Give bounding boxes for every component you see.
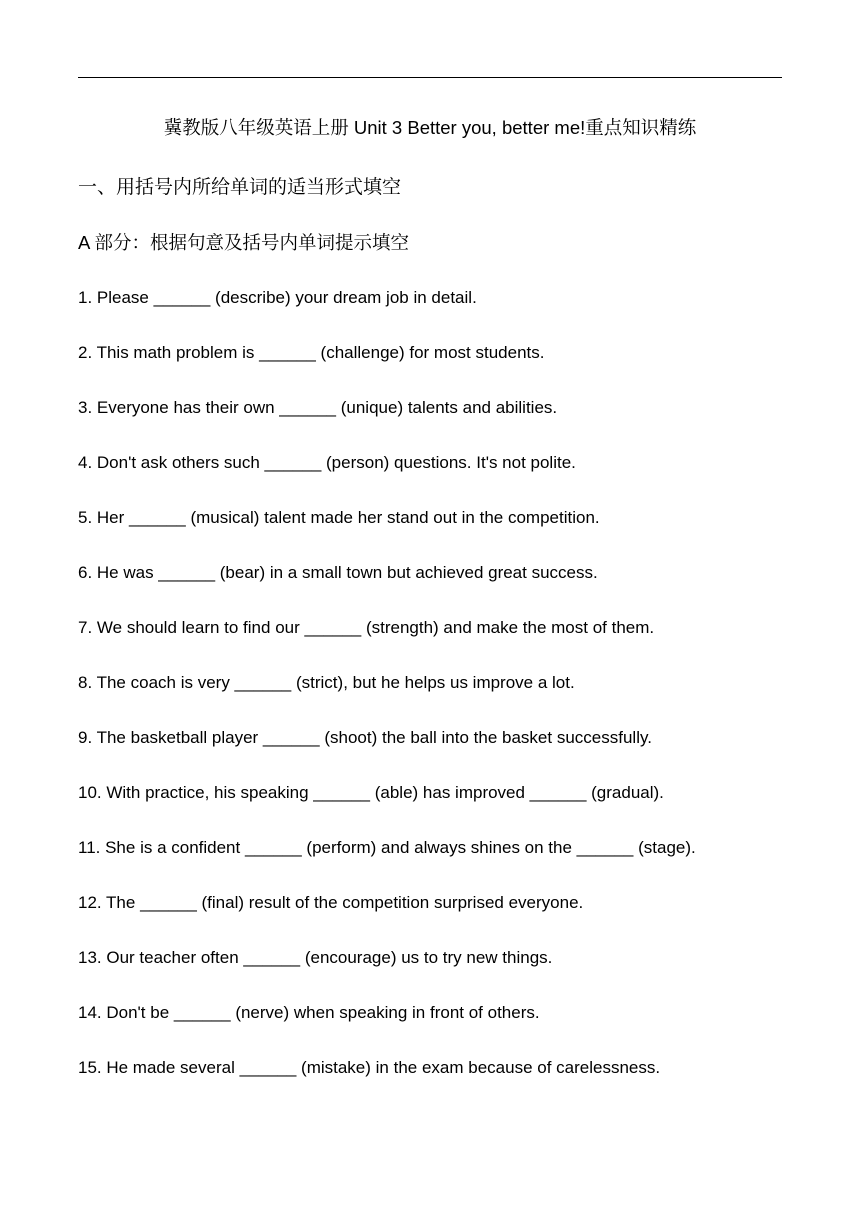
question-5: 5. Her ______ (musical) talent made her stand out in the competition. <box>78 508 600 527</box>
question-7: 7. We should learn to find our ______ (strength) and make the most of them. <box>78 618 655 637</box>
sub-heading: A 部分：根据句意及括号内单词提示填空 <box>78 232 409 253</box>
question-11: 11. She is a confident ______ (perform) and always shines on the ______ (stage). <box>78 838 696 857</box>
question-10: 10. With practice, his speaking ______ (able) has improved ______ (gradual). <box>78 783 664 802</box>
question-1: 1. Please ______ (describe) your dream job in detail. <box>78 288 477 307</box>
question-2: 2. This math problem is ______ (challenge) for most students. <box>78 343 545 362</box>
header-rule <box>78 77 782 78</box>
question-15: 15. He made several ______ (mistake) in the exam because of carelessness. <box>78 1058 661 1077</box>
question-4: 4. Don't ask others such ______ (person) questions. It's not polite. <box>78 453 576 472</box>
question-12: 12. The ______ (final) result of the competition surprised everyone. <box>78 893 584 912</box>
document-title: 冀教版八年级英语上册 Unit 3 Better you, better me!重点知识精练 <box>163 117 697 138</box>
section-heading: 一、用括号内所给单词的适当形式填空 <box>78 177 402 198</box>
question-13: 13. Our teacher often ______ (encourage) us to try new things. <box>78 948 553 967</box>
question-8: 8. The coach is very ______ (strict), but he helps us improve a lot. <box>78 673 575 692</box>
question-list <box>78 284 798 1109</box>
question-9: 9. The basketball player ______ (shoot) the ball into the basket successfully. <box>78 728 652 747</box>
question-14: 14. Don't be ______ (nerve) when speaking in front of others. <box>78 1003 540 1022</box>
question-6: 6. He was ______ (bear) in a small town but achieved great success. <box>78 563 598 582</box>
question-3: 3. Everyone has their own ______ (unique) talents and abilities. <box>78 398 558 417</box>
